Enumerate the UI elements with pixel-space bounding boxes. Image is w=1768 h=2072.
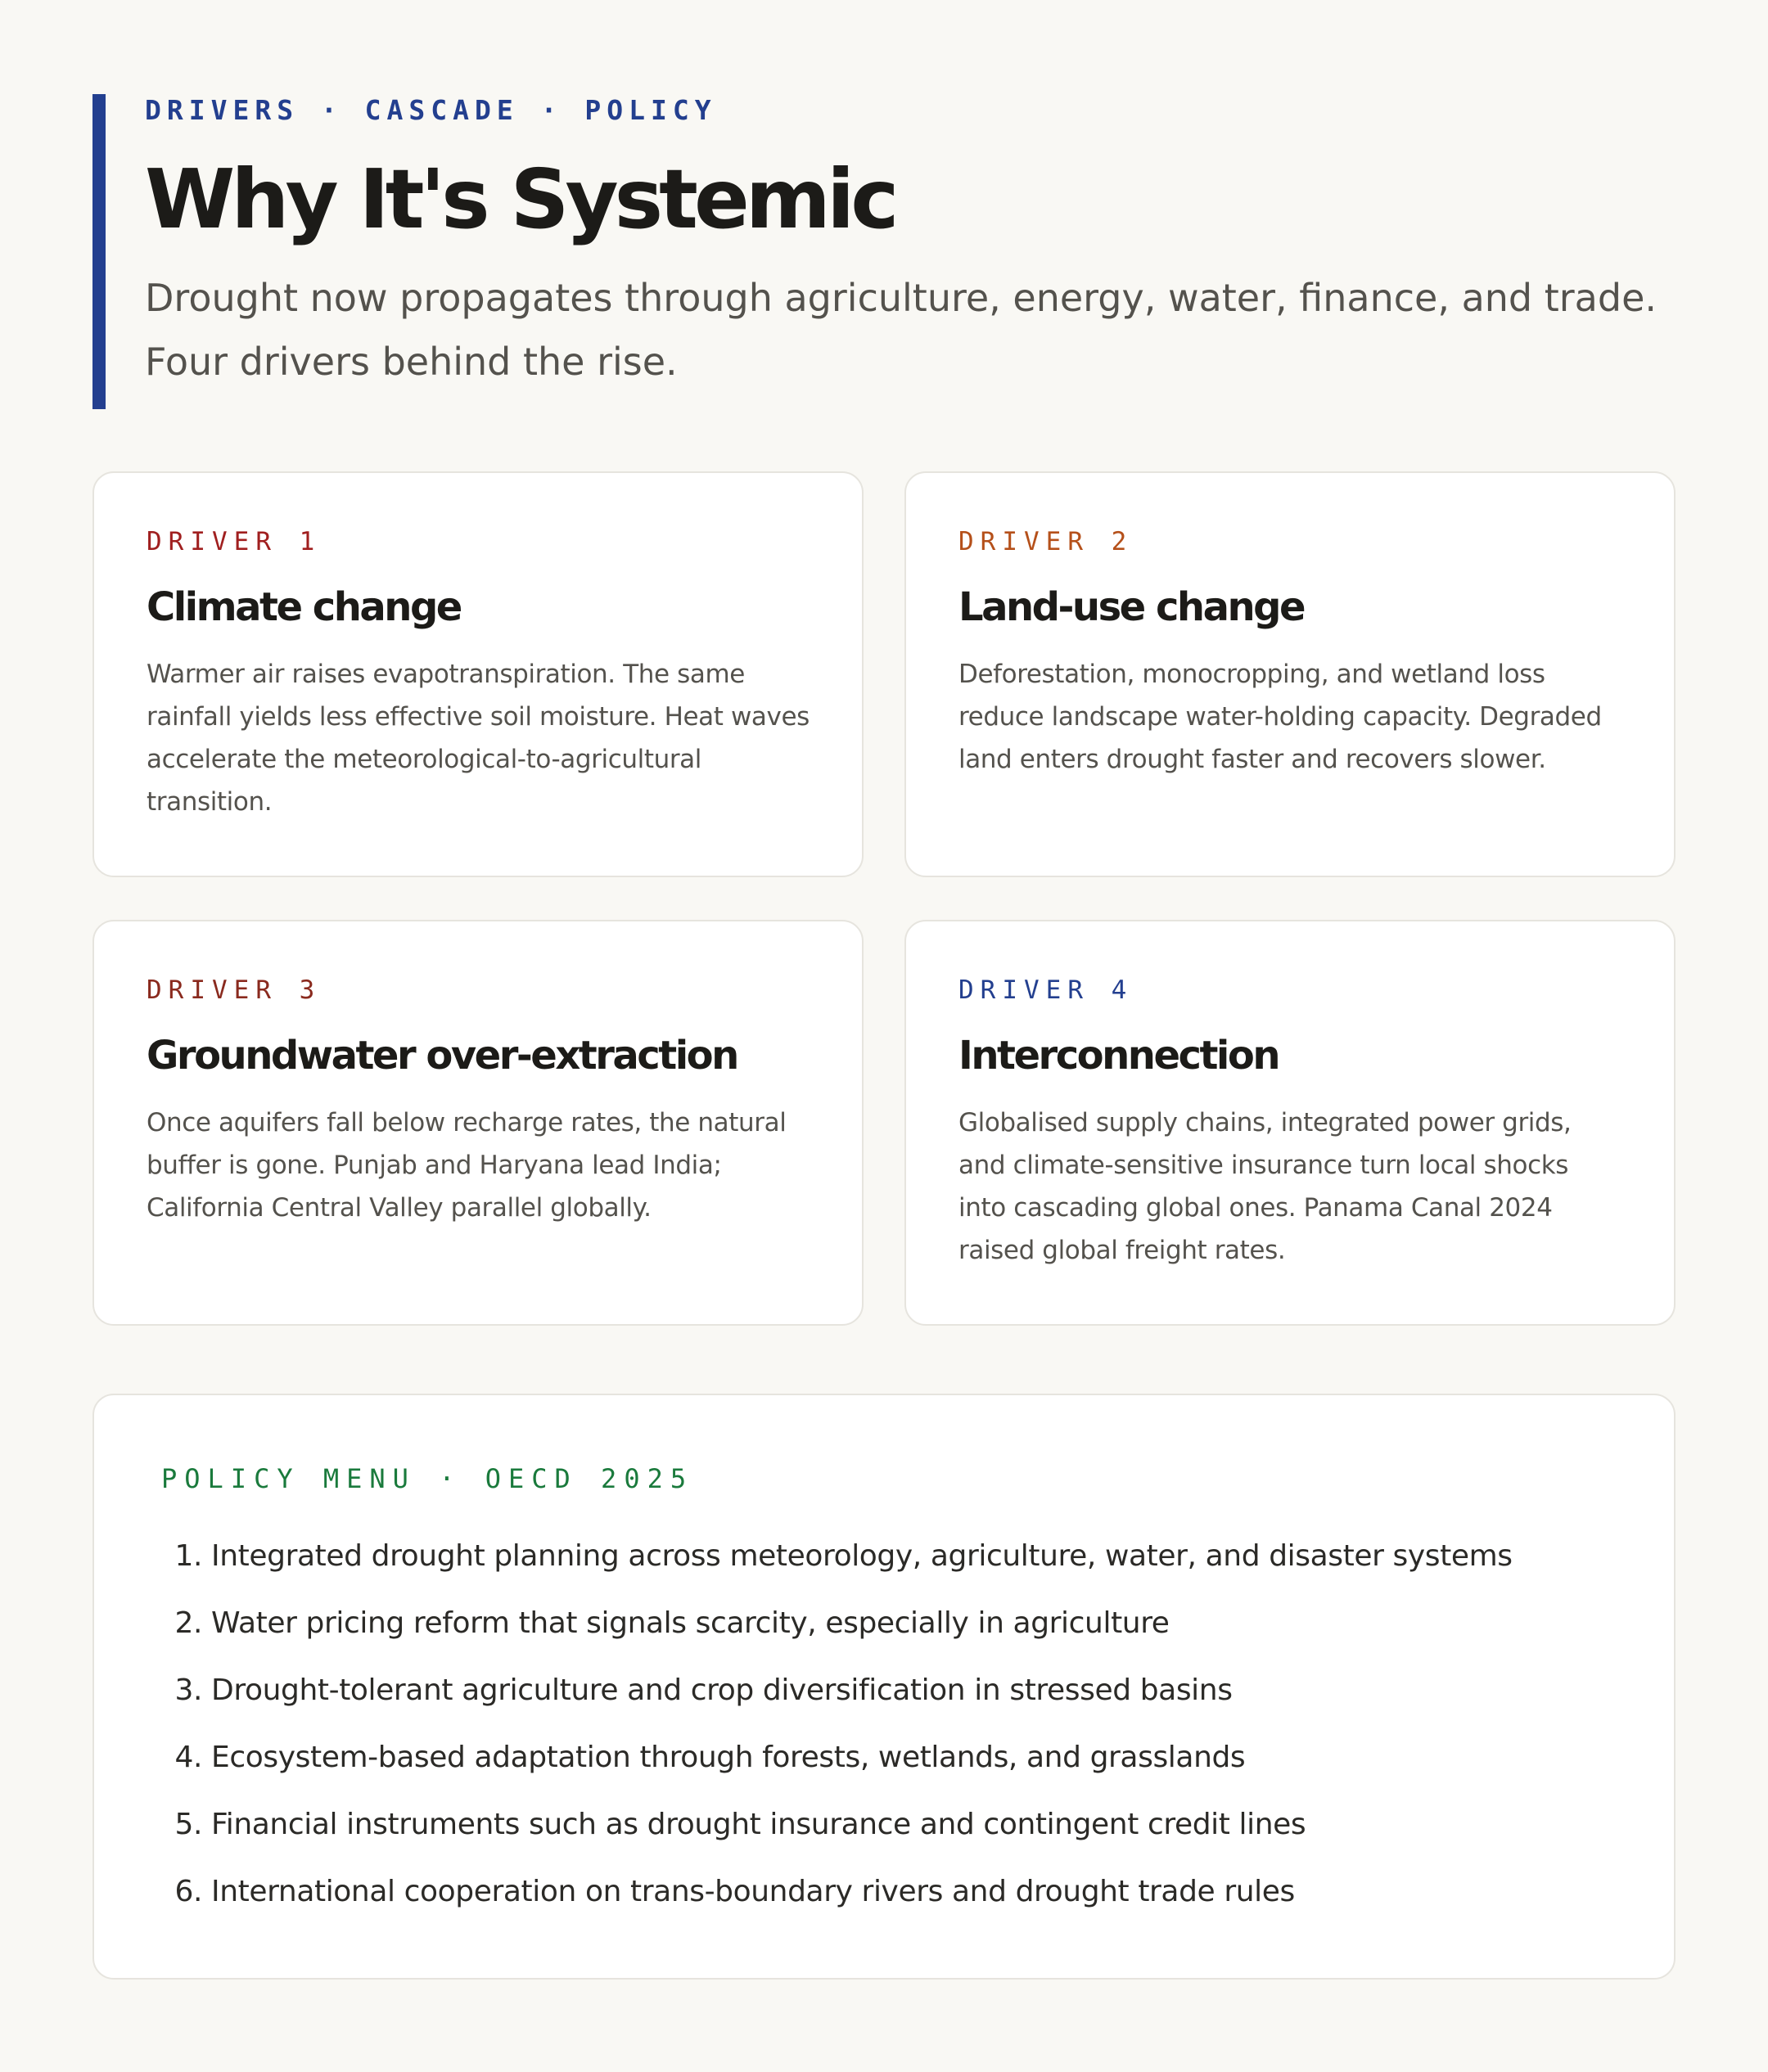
- driver-card-groundwater: [92, 920, 864, 1326]
- policy-item: [161, 1590, 1607, 1657]
- driver-tag: DRIVER 3: [147, 975, 322, 1005]
- driver-card-interconnection: [904, 920, 1676, 1326]
- policy-item-number: 3.: [174, 1673, 202, 1707]
- driver-body: Once aquifers fall below recharge rates, the natural buffer is gone. Punjab and Haryana lead India; California Central Valley parallel globally.: [147, 1108, 787, 1223]
- policy-item-number: 5.: [174, 1808, 202, 1841]
- eyebrow: DRIVERS · CASCADE · POLICY: [145, 94, 717, 126]
- header: [92, 94, 1676, 409]
- policy-item: [161, 1724, 1607, 1791]
- policy-item-text: Water pricing reform that signals scarcity, especially in agriculture: [211, 1606, 1170, 1640]
- driver-tag: DRIVER 2: [958, 527, 1134, 556]
- policy-tag: POLICY MENU · OECD 2025: [161, 1463, 694, 1494]
- policy-item: [161, 1657, 1607, 1724]
- policy-item-number: 6.: [174, 1875, 202, 1908]
- driver-tag: DRIVER 4: [958, 975, 1134, 1005]
- policy-item-number: 1.: [174, 1539, 202, 1573]
- header-accent-bar: [92, 94, 106, 409]
- policy-item-number: 4.: [174, 1741, 202, 1774]
- driver-card-land-use: [904, 471, 1676, 877]
- driver-body: Warmer air raises evapotranspiration. The same rainfall yields less effective soil moisture. Heat waves accelerate the meteorological-to-agricultural transition.: [147, 660, 810, 817]
- policy-item-text: Drought-tolerant agriculture and crop diversification in stressed basins: [211, 1673, 1233, 1707]
- driver-title: Land-use change: [958, 584, 1305, 630]
- page: [92, 91, 1676, 1908]
- policy-list: [161, 1523, 1607, 1926]
- driver-title: Climate change: [147, 584, 461, 630]
- policy-item: [161, 1523, 1607, 1590]
- page-title: Why It's Systemic: [145, 151, 895, 247]
- policy-item-text: Financial instruments such as drought insurance and contingent credit lines: [211, 1808, 1306, 1841]
- policy-item-text: Ecosystem-based adaptation through forests, wetlands, and grasslands: [211, 1741, 1246, 1774]
- page-subtitle: Drought now propagates through agriculture, energy, water, finance, and trade. Four drivers behind the rise.: [145, 276, 1657, 384]
- policy-item: [161, 1791, 1607, 1858]
- driver-tag: DRIVER 1: [147, 527, 322, 556]
- policy-menu-card: [92, 1394, 1676, 1980]
- driver-body: Deforestation, monocropping, and wetland loss reduce landscape water-holding capacity. Degraded land enters drought faster and recovers slower.: [958, 660, 1602, 774]
- policy-item-text: Integrated drought planning across meteorology, agriculture, water, and disaster systems: [211, 1539, 1513, 1573]
- policy-item-text: International cooperation on trans-boundary rivers and drought trade rules: [211, 1875, 1295, 1908]
- policy-item-number: 2.: [174, 1606, 202, 1640]
- driver-title: Groundwater over-extraction: [147, 1033, 737, 1079]
- driver-title: Interconnection: [958, 1033, 1279, 1079]
- policy-item: [161, 1858, 1607, 1926]
- driver-body: Globalised supply chains, integrated power grids, and climate-sensitive insurance turn local shocks into cascading global ones. Panama Canal 2024 raised global freight rates.: [958, 1108, 1572, 1265]
- driver-card-climate: [92, 471, 864, 877]
